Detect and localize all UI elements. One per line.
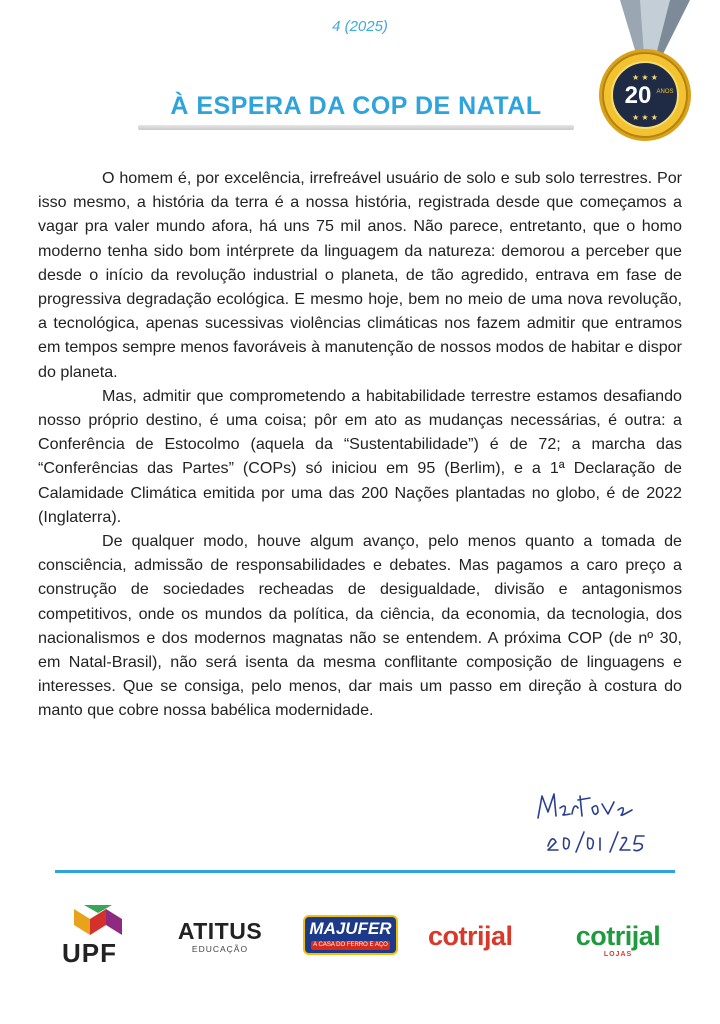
atitus-name: ATITUS (177, 918, 263, 944)
article-body (38, 166, 682, 723)
paragraph-2: Mas, admitir que comprometendo a habitabilidade terrestre estamos desafiando nosso próprio destino, é uma coisa; pôr em ato as mudanças necessárias, é outra: a Conferência de Estocolmo (aquela da “Sustentabilidade”) é de 72; a marcha das “Conferências das Partes” (COPs) só iniciou em 95 (Berlim), e a 1ª Declaração de Calamidade Climática emitida por uma das 200 Nações plantadas no globo, é de 2022 (Inglaterra). (38, 386, 682, 526)
footer-divider (55, 870, 675, 873)
majufer-name: MAJUFER (309, 919, 392, 938)
medal-label: ANOS (656, 89, 674, 95)
issue-number: 4 (2025) (332, 18, 388, 35)
cotrijal-lojas-name: cotrijal (575, 921, 661, 951)
svg-text:★ ★ ★: ★ ★ ★ (632, 113, 658, 122)
paragraph-3: De qualquer modo, houve algum avanço, pelo menos quanto a tomada de consciência, admissão de responsabilidades e debates. Mas pagamos a caro preço a construção de sociedades recheadas de desigualdade, divisão e antagonismos competitivos, onde os mundos da política, da ciência, da economia, da tecnologia, dos nacionalismos e dos modernos magnatas não se entendem. A próxima COP (de nº 30, em Natal-Brasil), não será isenta da mesma conflitante composição de linguagens e interesses. Que se consiga, pelo menos, dar mais um passo em direção à costura do manto que cobre nossa babélica modernidade. (38, 532, 682, 720)
anniversary-medal-icon (590, 0, 700, 150)
title-underline (138, 125, 574, 130)
atitus-subtitle: EDUCAÇÃO (191, 944, 249, 954)
majufer-logo (303, 915, 398, 955)
svg-text:★ ★ ★: ★ ★ ★ (632, 73, 658, 82)
cotrijal-logo: cotrijal (428, 921, 513, 951)
page-title: À ESPERA DA COP DE NATAL (170, 92, 542, 120)
upf-name: UPF (62, 938, 117, 968)
upf-logo (60, 905, 140, 968)
handwritten-signature (520, 786, 680, 856)
atitus-logo (170, 918, 270, 958)
cotrijal-lojas-logo (563, 921, 673, 958)
medal-number: 20 (624, 82, 652, 109)
paragraph-1: O homem é, por excelência, irrefreável usuário de solo e sub solo terrestres. Por isso mesmo, a história da terra é a nossa história, registrada desde que começamos a vagar pra valer mundo afora, há uns 75 mil anos. Não parece, entretanto, que o homo moderno tenha sido bom intérprete da linguagem da natureza: demorou a perceber que desde o início da revolução industrial o planeta, de tão agredido, entrava em fase de progressiva degradação ecológica. E mesmo hoje, bem no meio de uma nova revolução, a tecnológica, apenas sucessivas violências climáticas nos fazem admitir que entramos em tempos sempre menos favoráveis à manutenção de nossos modos de habitar e dispor do planeta. (38, 169, 682, 381)
cotrijal-lojas-subtitle: LOJAS (603, 951, 633, 958)
majufer-tagline: A CASA DO FERRO E AÇO (311, 941, 390, 950)
